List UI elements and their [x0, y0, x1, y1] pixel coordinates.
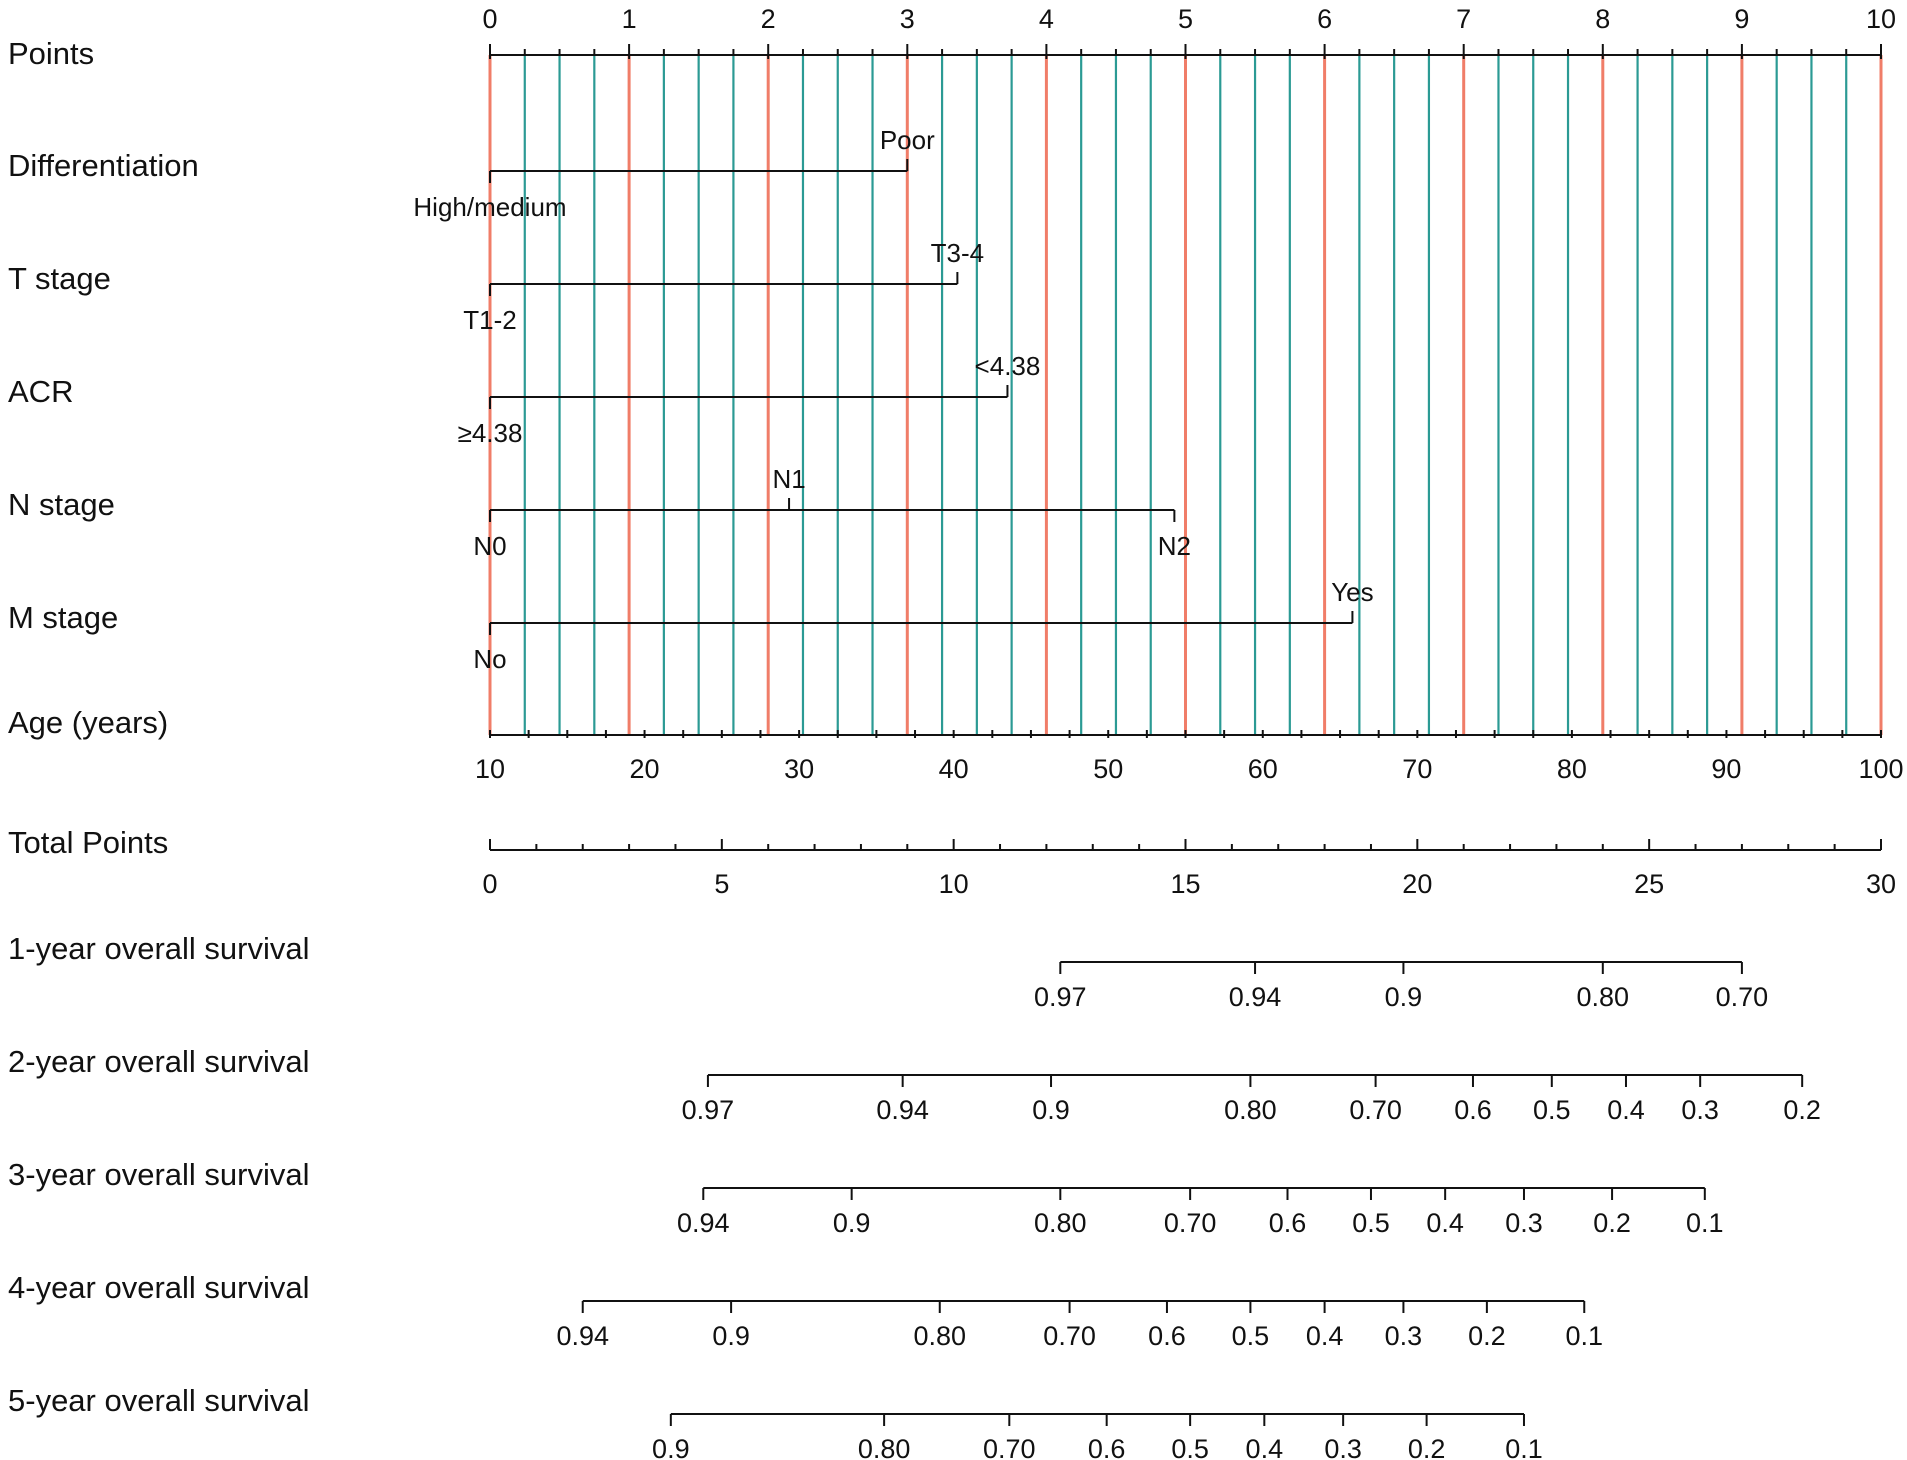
survival-tick-label: 0.70	[1163, 1208, 1217, 1238]
points-tick-label: 6	[1317, 4, 1333, 34]
level-label: N2	[1157, 531, 1191, 561]
level-label: No	[473, 644, 507, 674]
age-tick-label: 50	[1093, 754, 1124, 784]
variable-label: M stage	[8, 600, 119, 635]
points-tick-label: 2	[760, 4, 776, 34]
total-points-tick-label: 15	[1170, 869, 1201, 899]
age-tick-label: 80	[1556, 754, 1587, 784]
survival-tick-label: 0.9	[652, 1434, 690, 1460]
total-points-tick-label: 5	[714, 869, 730, 899]
age-tick-label: 90	[1711, 754, 1742, 784]
age-axis	[8, 705, 1904, 784]
survival-tick-label: 0.4	[1426, 1208, 1464, 1238]
age-tick-label: 30	[784, 754, 815, 784]
survival-axes	[8, 931, 1821, 1460]
points-tick-label: 8	[1595, 4, 1611, 34]
survival-tick-label: 0.2	[1593, 1208, 1631, 1238]
survival-axis-label: 1-year overall survival	[8, 931, 310, 966]
survival-axis-label: 2-year overall survival	[8, 1044, 310, 1079]
variable-rows	[8, 125, 1374, 674]
survival-tick-label: 0.94	[677, 1208, 730, 1238]
survival-tick-label: 0.80	[913, 1321, 967, 1351]
survival-tick-label: 0.9	[832, 1208, 871, 1238]
survival-axis-label: 3-year overall survival	[8, 1157, 310, 1192]
survival-axis-5	[8, 1383, 1543, 1460]
survival-axis-3	[8, 1157, 1724, 1238]
gridlines	[490, 55, 1881, 735]
survival-axis-4	[8, 1270, 1603, 1351]
survival-axis-1	[8, 931, 1768, 1012]
age-axis-label: Age (years)	[8, 705, 169, 740]
survival-tick-label: 0.6	[1454, 1095, 1492, 1125]
survival-tick-label: 0.4	[1245, 1434, 1284, 1460]
survival-tick-label: 0.70	[1349, 1095, 1402, 1125]
level-label: T3-4	[930, 238, 985, 268]
survival-tick-label: 0.94	[1228, 982, 1282, 1012]
survival-tick-label: 0.80	[857, 1434, 911, 1460]
points-tick-label: 7	[1456, 4, 1472, 34]
survival-tick-label: 0.1	[1686, 1208, 1724, 1238]
survival-axis-label: 4-year overall survival	[8, 1270, 310, 1305]
survival-tick-label: 0.70	[1043, 1321, 1096, 1351]
survival-tick-label: 0.4	[1305, 1321, 1344, 1351]
survival-tick-label: 0.70	[1715, 982, 1769, 1012]
points-tick-label: 5	[1177, 4, 1194, 34]
points-tick-label: 0	[482, 4, 498, 34]
survival-tick-label: 0.5	[1171, 1434, 1209, 1460]
level-label: T1-2	[463, 305, 517, 335]
survival-tick-label: 0.4	[1607, 1095, 1645, 1125]
survival-tick-label: 0.80	[1034, 1208, 1087, 1238]
age-tick-label: 10	[474, 754, 506, 784]
survival-tick-label: 0.97	[1034, 982, 1087, 1012]
total-points-tick-label: 20	[1402, 869, 1433, 899]
points-tick-label: 1	[621, 4, 637, 34]
variable-label: N stage	[8, 487, 115, 522]
age-tick-label: 60	[1247, 754, 1278, 784]
points-axis-label: Points	[8, 36, 95, 71]
age-tick-label: 40	[938, 754, 969, 784]
survival-tick-label: 0.2	[1407, 1434, 1446, 1460]
survival-tick-label: 0.6	[1087, 1434, 1126, 1460]
survival-tick-label: 0.6	[1148, 1321, 1186, 1351]
survival-tick-label: 0.2	[1783, 1095, 1821, 1125]
total-points-tick-label: 10	[938, 869, 969, 899]
survival-tick-label: 0.6	[1268, 1208, 1307, 1238]
level-label: N1	[772, 464, 806, 494]
survival-tick-label: 0.9	[712, 1321, 750, 1351]
survival-tick-label: 0.5	[1533, 1095, 1571, 1125]
points-tick-label: 3	[899, 4, 915, 34]
level-label: ≥4.38	[457, 418, 523, 448]
survival-tick-label: 0.97	[681, 1095, 735, 1125]
level-label: Poor	[879, 125, 935, 155]
level-label: High/medium	[413, 192, 567, 222]
variable-row-m_stage	[8, 577, 1374, 674]
total-points-tick-label: 0	[482, 869, 498, 899]
survival-tick-label: 0.1	[1505, 1434, 1543, 1460]
survival-tick-label: 0.9	[1032, 1095, 1070, 1125]
points-tick-label: 10	[1865, 4, 1897, 34]
level-label: N0	[473, 531, 507, 561]
level-label: Yes	[1331, 577, 1374, 607]
survival-tick-label: 0.1	[1565, 1321, 1604, 1351]
total-points-tick-label: 30	[1865, 869, 1897, 899]
survival-tick-label: 0.3	[1384, 1321, 1423, 1351]
survival-tick-label: 0.3	[1324, 1434, 1362, 1460]
survival-tick-label: 0.80	[1576, 982, 1630, 1012]
points-tick-label: 4	[1038, 4, 1054, 34]
variable-label: T stage	[8, 261, 111, 296]
survival-tick-label: 0.3	[1505, 1208, 1543, 1238]
survival-tick-label: 0.9	[1384, 982, 1423, 1012]
variable-row-n_stage	[8, 464, 1191, 561]
total-points-axis	[8, 825, 1896, 899]
age-tick-label: 20	[629, 754, 660, 784]
survival-axis-2	[8, 1044, 1821, 1125]
survival-tick-label: 0.3	[1681, 1095, 1719, 1125]
variable-label: Differentiation	[8, 148, 199, 183]
variable-label: ACR	[8, 374, 74, 409]
age-tick-label: 70	[1402, 754, 1433, 784]
survival-axis-label: 5-year overall survival	[8, 1383, 310, 1418]
age-tick-label: 100	[1858, 754, 1904, 784]
survival-tick-label: 0.94	[556, 1321, 610, 1351]
points-tick-label: 9	[1734, 4, 1750, 34]
total-points-axis-label: Total Points	[8, 825, 169, 860]
points-axis	[8, 4, 1896, 71]
level-label: <4.38	[974, 351, 1041, 381]
survival-tick-label: 0.94	[876, 1095, 929, 1125]
survival-tick-label: 0.80	[1224, 1095, 1277, 1125]
survival-tick-label: 0.2	[1468, 1321, 1506, 1351]
total-points-tick-label: 25	[1634, 869, 1665, 899]
survival-tick-label: 0.5	[1352, 1208, 1390, 1238]
variable-row-differentiation	[8, 125, 935, 222]
survival-tick-label: 0.5	[1231, 1321, 1270, 1351]
survival-tick-label: 0.70	[983, 1434, 1036, 1460]
